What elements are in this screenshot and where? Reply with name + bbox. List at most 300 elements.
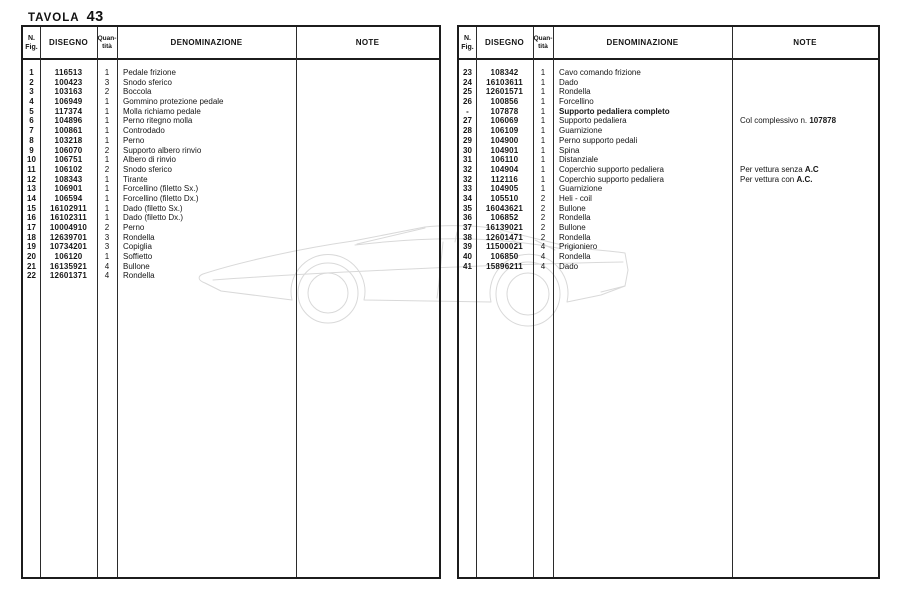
cell-denominazione: Rondella (123, 232, 155, 242)
cell-disegno-number: 103163 (54, 87, 83, 97)
cell-quantity: 2 (104, 145, 110, 155)
cell-disegno-number: 106751 (54, 155, 83, 165)
header-qty-line2: tità (102, 42, 112, 50)
cell-quantity: 1 (540, 184, 546, 194)
cell-quantity: 1 (104, 126, 110, 136)
cell-fig-number: 39 (463, 242, 472, 252)
table-row (23, 175, 439, 185)
cell-disegno-number: 116513 (54, 68, 83, 77)
cell-disegno-number: 106594 (54, 193, 83, 203)
cell-disegno-number: 106852 (490, 213, 519, 223)
cell-disegno-number: 100861 (54, 126, 83, 136)
cell-fig-number: 20 (27, 252, 36, 262)
cell-fig-number: 36 (463, 213, 472, 223)
cell-note (296, 68, 439, 78)
cell-quantity: 1 (104, 184, 110, 194)
cell-fig-number: 7 (29, 126, 34, 136)
cell-disegno-number: 106949 (54, 97, 83, 107)
header-denominazione-label: DENOMINAZIONE (170, 38, 243, 47)
cell-quantity: 2 (540, 213, 546, 223)
cell-quantity: 1 (540, 106, 546, 116)
cell-denominazione: Rondella (123, 271, 155, 281)
table-row (23, 97, 439, 107)
cell-quantity: 1 (104, 116, 110, 126)
header-disegno-label: DISEGNO (49, 38, 88, 47)
cell-denominazione: Perno ritegno molla (123, 116, 193, 126)
table-row (23, 213, 439, 223)
cell-disegno-number: 106110 (490, 155, 519, 165)
cell-fig-number: 13 (27, 184, 36, 194)
cell-note (296, 165, 439, 175)
cell-denominazione: Perno (123, 135, 145, 145)
cell-denominazione: Forcellino (559, 97, 594, 107)
cell-disegno-number: 112116 (490, 174, 518, 184)
table-row (459, 107, 878, 117)
cell-denominazione: Dado (filetto Sx.) (123, 203, 183, 213)
cell-fig-number: 26 (463, 97, 472, 107)
table-row (23, 146, 439, 156)
cell-quantity: 1 (540, 116, 546, 126)
column-header-quantita (533, 27, 553, 58)
cell-denominazione: Albero di rinvio (123, 155, 176, 165)
cell-note (296, 175, 439, 185)
cell-denominazione: Copiglia (123, 242, 152, 252)
cell-fig-number: 5 (29, 106, 34, 116)
cell-denominazione: Dado (559, 261, 579, 271)
cell-fig-number: 32 (463, 174, 472, 184)
column-divider (40, 27, 41, 577)
cell-disegno-number: 106069 (490, 116, 519, 126)
cell-note (296, 87, 439, 97)
cell-denominazione: Heli - coil (559, 193, 592, 203)
cell-disegno-number: 16139021 (485, 223, 524, 232)
header-note-label: NOTE (793, 38, 817, 47)
table-row (459, 175, 878, 185)
cell-note (732, 213, 878, 223)
cell-quantity: 1 (540, 77, 546, 87)
table-row (459, 223, 878, 233)
cell-fig-number: 24 (463, 77, 472, 87)
cell-denominazione: Guarnizione (559, 184, 603, 194)
cell-disegno-number: 12601371 (49, 271, 88, 281)
cell-fig-number: 37 (463, 223, 472, 232)
cell-quantity: 3 (104, 242, 110, 252)
table-row (23, 68, 439, 78)
header-fig-line1: N. (464, 34, 471, 42)
cell-quantity: 1 (540, 126, 546, 136)
table-row (459, 252, 878, 262)
cell-fig-number: 10 (27, 155, 36, 165)
table-row (23, 223, 439, 233)
cell-note (296, 262, 439, 272)
cell-quantity: 2 (540, 203, 546, 213)
note-text: Per vettura senza (740, 164, 805, 174)
table-header-row (23, 27, 439, 60)
table-row (23, 126, 439, 136)
cell-denominazione: Rondella (559, 87, 591, 97)
cell-fig-number: 6 (29, 116, 34, 126)
table-row (459, 97, 878, 107)
cell-fig-number: 9 (29, 145, 34, 155)
cell-note (732, 223, 878, 233)
cell-denominazione: Prigioniero (559, 242, 598, 252)
cell-quantity: 1 (540, 164, 546, 174)
note-text: Col complessivo n. (740, 116, 810, 126)
cell-note (296, 107, 439, 117)
header-fig-line1: N. (28, 34, 35, 42)
cell-disegno-number: 106102 (54, 164, 83, 174)
cell-denominazione: Tirante (123, 174, 148, 184)
table-row (23, 262, 439, 272)
header-fig-line2: Fig. (461, 43, 474, 51)
cell-disegno-number: 12639701 (49, 232, 88, 242)
cell-note (732, 68, 878, 78)
cell-disegno-number: 16102911 (50, 203, 87, 213)
cell-disegno-number: 11500021 (486, 242, 523, 252)
cell-fig-number: - (466, 106, 469, 116)
cell-denominazione: Supporto albero rinvio (123, 145, 202, 155)
table-row (459, 126, 878, 136)
header-note-label: NOTE (355, 38, 380, 47)
cell-disegno-number: 100856 (490, 97, 519, 107)
cell-fig-number: 27 (463, 116, 472, 126)
table-row (459, 78, 878, 88)
cell-fig-number: 21 (27, 261, 36, 271)
cell-fig-number: 12 (27, 174, 36, 184)
cell-denominazione: Snodo sferico (123, 77, 172, 87)
cell-fig-number: 23 (463, 68, 472, 77)
cell-quantity: 1 (540, 68, 546, 77)
cell-disegno-number: 106070 (54, 145, 83, 155)
cell-quantity: 1 (540, 135, 546, 145)
cell-quantity: 1 (104, 155, 110, 165)
cell-fig-number: 35 (463, 203, 472, 213)
table-row (23, 233, 439, 243)
column-header-disegno (40, 27, 97, 58)
cell-disegno-number: 16043621 (485, 203, 524, 213)
cell-disegno-number: 10004910 (49, 223, 88, 232)
cell-quantity: 3 (104, 77, 110, 87)
cell-quantity: 2 (104, 223, 110, 232)
cell-denominazione: Guarnizione (559, 126, 603, 136)
cell-note (732, 204, 878, 214)
table-row (459, 194, 878, 204)
table-row (23, 78, 439, 88)
table-row (23, 87, 439, 97)
cell-disegno-number: 16135921 (49, 261, 88, 271)
cell-note (296, 146, 439, 156)
cell-fig-number: 30 (463, 145, 472, 155)
table-row (459, 146, 878, 156)
cell-denominazione: Coperchio supporto pedaliera (559, 164, 664, 174)
cell-fig-number: 15 (27, 203, 36, 213)
cell-denominazione: Distanziale (559, 155, 599, 165)
cell-note (732, 233, 878, 243)
cell-disegno-number: 104905 (490, 184, 519, 194)
table-header-row (459, 27, 878, 60)
cell-quantity: 1 (104, 252, 110, 262)
cell-quantity: 4 (104, 261, 110, 271)
cell-disegno-number: 104900 (490, 135, 519, 145)
table-row (23, 155, 439, 165)
cell-quantity: 1 (104, 106, 110, 116)
cell-disegno-number: 16103611 (486, 77, 523, 87)
cell-fig-number: 25 (463, 87, 472, 97)
cell-quantity: 4 (540, 261, 546, 271)
cell-denominazione: Dado (559, 77, 579, 87)
table-row (23, 107, 439, 117)
header-qty-line1: Quan- (533, 34, 553, 42)
cell-disegno-number: 106901 (54, 184, 83, 194)
cell-note (732, 87, 878, 97)
table-row (459, 184, 878, 194)
cell-note (732, 126, 878, 136)
cell-fig-number: 11 (27, 164, 36, 174)
cell-note (296, 78, 439, 88)
cell-denominazione: Rondella (559, 213, 591, 223)
note-text: Per vettura con (740, 174, 797, 184)
cell-denominazione: Molla richiamo pedale (123, 106, 201, 116)
table-row (459, 136, 878, 146)
cell-disegno-number: 106109 (490, 126, 519, 136)
column-divider (117, 27, 118, 577)
cell-note (296, 116, 439, 126)
cell-denominazione: Forcellino (filetto Sx.) (123, 184, 199, 194)
table-row (23, 136, 439, 146)
cell-fig-number: 16 (27, 213, 36, 223)
cell-quantity: 2 (104, 87, 110, 97)
table-row (459, 87, 878, 97)
table-body (459, 60, 878, 577)
cell-note (732, 78, 878, 88)
column-header-quantita (97, 27, 117, 58)
cell-quantity: 2 (540, 193, 546, 203)
table-row (459, 242, 878, 252)
table-row (23, 165, 439, 175)
page-title (28, 8, 104, 26)
table-row (459, 116, 878, 126)
cell-denominazione: Pedale frizione (123, 68, 176, 77)
cell-denominazione: Soffietto (123, 252, 153, 262)
cell-note (732, 262, 878, 272)
cell-denominazione: Rondella (559, 252, 591, 262)
cell-quantity: 1 (540, 87, 546, 97)
cell-note (732, 155, 878, 165)
cell-disegno-number: 12601471 (485, 232, 524, 242)
cell-note (732, 242, 878, 252)
cell-disegno-number: 16102311 (50, 213, 87, 223)
cell-denominazione: Bullone (559, 223, 586, 232)
cell-disegno-number: 105510 (490, 193, 519, 203)
cell-note (296, 233, 439, 243)
cell-quantity: 1 (104, 213, 110, 223)
cell-quantity: 1 (104, 97, 110, 107)
column-header-denominazione (553, 27, 732, 58)
header-fig-line2: Fig. (25, 43, 38, 51)
cell-quantity: 4 (540, 242, 546, 252)
cell-disegno-number: 103218 (54, 135, 83, 145)
cell-fig-number: 17 (27, 223, 36, 232)
cell-disegno-number: 104896 (54, 116, 83, 126)
table-row (459, 233, 878, 243)
column-divider (533, 27, 534, 577)
parts-table-left (21, 25, 441, 579)
header-qty-line1: Quan- (97, 34, 117, 42)
cell-note (732, 116, 878, 126)
cell-note (732, 146, 878, 156)
cell-note (732, 184, 878, 194)
page-title-number: 43 (86, 9, 104, 25)
cell-fig-number: 4 (29, 97, 34, 107)
cell-note (296, 271, 439, 281)
table-row (459, 204, 878, 214)
cell-denominazione: Gommino protezione pedale (123, 97, 224, 107)
cell-disegno-number: 100423 (54, 77, 83, 87)
cell-quantity: 2 (104, 164, 110, 174)
cell-fig-number: 31 (463, 155, 472, 165)
note-highlight: A.C (804, 164, 819, 174)
cell-fig-number: 38 (463, 232, 472, 242)
cell-note (732, 175, 878, 185)
cell-fig-number: 29 (463, 135, 472, 145)
column-header-disegno (476, 27, 533, 58)
cell-note (732, 165, 878, 175)
cell-quantity: 1 (540, 155, 546, 165)
column-header-denominazione (117, 27, 296, 58)
cell-denominazione: Supporto pedaliera completo (559, 106, 670, 116)
cell-quantity: 1 (104, 174, 110, 184)
column-header-note (732, 27, 878, 58)
cell-note (296, 252, 439, 262)
page-title-label: TAVOLA (28, 12, 80, 24)
header-disegno-label: DISEGNO (485, 38, 524, 47)
cell-quantity: 1 (104, 135, 110, 145)
cell-quantity: 1 (104, 68, 110, 77)
cell-fig-number: 33 (463, 184, 472, 194)
cell-denominazione: Supporto pedaliera (559, 116, 627, 126)
cell-quantity: 1 (104, 193, 110, 203)
cell-denominazione: Bullone (559, 203, 586, 213)
column-divider (296, 27, 297, 577)
cell-denominazione: Boccola (123, 87, 152, 97)
cell-denominazione: Controdado (123, 126, 165, 136)
note-highlight: 107878 (809, 116, 837, 126)
cell-note (732, 194, 878, 204)
cell-fig-number: 14 (27, 193, 36, 203)
table-row (23, 116, 439, 126)
cell-fig-number: 28 (463, 126, 472, 136)
cell-fig-number: 34 (463, 193, 472, 203)
cell-disegno-number: 106120 (54, 252, 83, 262)
cell-denominazione: Perno (123, 223, 145, 232)
table-row (23, 184, 439, 194)
cell-disegno-number: 10734201 (49, 242, 88, 252)
cell-quantity: 1 (104, 203, 110, 213)
cell-denominazione: Spina (559, 145, 580, 155)
cell-fig-number: 2 (29, 77, 34, 87)
cell-quantity: 1 (540, 174, 546, 184)
column-divider (732, 27, 733, 577)
cell-denominazione: Forcellino (filetto Dx.) (123, 193, 199, 203)
column-divider (476, 27, 477, 577)
table-row (23, 204, 439, 214)
parts-table-right (457, 25, 880, 579)
table-row (459, 213, 878, 223)
table-row (459, 68, 878, 78)
cell-note (732, 97, 878, 107)
column-header-note (296, 27, 439, 58)
cell-disegno-number: 15896211 (486, 261, 523, 271)
table-row (459, 262, 878, 272)
cell-note (296, 136, 439, 146)
cell-disegno-number: 107878 (490, 106, 519, 116)
table-row (23, 242, 439, 252)
column-divider (553, 27, 554, 577)
cell-disegno-number: 106850 (490, 252, 519, 262)
cell-disegno-number: 104904 (490, 164, 519, 174)
cell-fig-number: 41 (463, 261, 472, 271)
cell-fig-number: 19 (27, 242, 36, 252)
cell-note (296, 184, 439, 194)
table-row (459, 155, 878, 165)
cell-note (296, 213, 439, 223)
cell-denominazione: Rondella (559, 232, 591, 242)
cell-denominazione: Coperchio supporto pedaliera (559, 174, 664, 184)
cell-fig-number: 1 (29, 68, 34, 77)
cell-fig-number: 3 (29, 87, 34, 97)
cell-note (296, 126, 439, 136)
cell-quantity: 1 (540, 97, 546, 107)
cell-quantity: 3 (104, 232, 110, 242)
cell-fig-number: 22 (27, 271, 36, 281)
cell-quantity: 1 (540, 145, 546, 155)
cell-denominazione: Perno supporto pedali (559, 135, 638, 145)
note-highlight: A.C. (796, 174, 813, 184)
cell-quantity: 2 (540, 232, 546, 242)
cell-note (296, 204, 439, 214)
cell-note (296, 97, 439, 107)
cell-disegno-number: 108342 (490, 68, 519, 77)
cell-disegno-number: 117374 (54, 106, 83, 116)
cell-disegno-number: 104901 (490, 145, 519, 155)
cell-disegno-number: 12601571 (485, 87, 524, 97)
cell-quantity: 2 (540, 223, 546, 232)
table-row (23, 252, 439, 262)
cell-fig-number: 32 (463, 164, 472, 174)
cell-fig-number: 8 (29, 135, 34, 145)
cell-note (296, 194, 439, 204)
cell-note (732, 136, 878, 146)
cell-fig-number: 18 (27, 232, 36, 242)
cell-note (296, 223, 439, 233)
column-header-fig (459, 27, 476, 58)
cell-note (732, 252, 878, 262)
cell-disegno-number: 108343 (54, 174, 83, 184)
cell-denominazione: Bullone (123, 261, 150, 271)
cell-quantity: 4 (540, 252, 546, 262)
cell-note (296, 242, 439, 252)
cell-fig-number: 40 (463, 252, 472, 262)
header-qty-line2: tità (538, 42, 548, 50)
cell-denominazione: Dado (filetto Dx.) (123, 213, 184, 223)
cell-denominazione: Snodo sferico (123, 164, 172, 174)
column-divider (97, 27, 98, 577)
cell-note (296, 155, 439, 165)
cell-note (732, 107, 878, 117)
table-row (459, 165, 878, 175)
table-row (23, 194, 439, 204)
cell-denominazione: Cavo comando frizione (559, 68, 641, 77)
